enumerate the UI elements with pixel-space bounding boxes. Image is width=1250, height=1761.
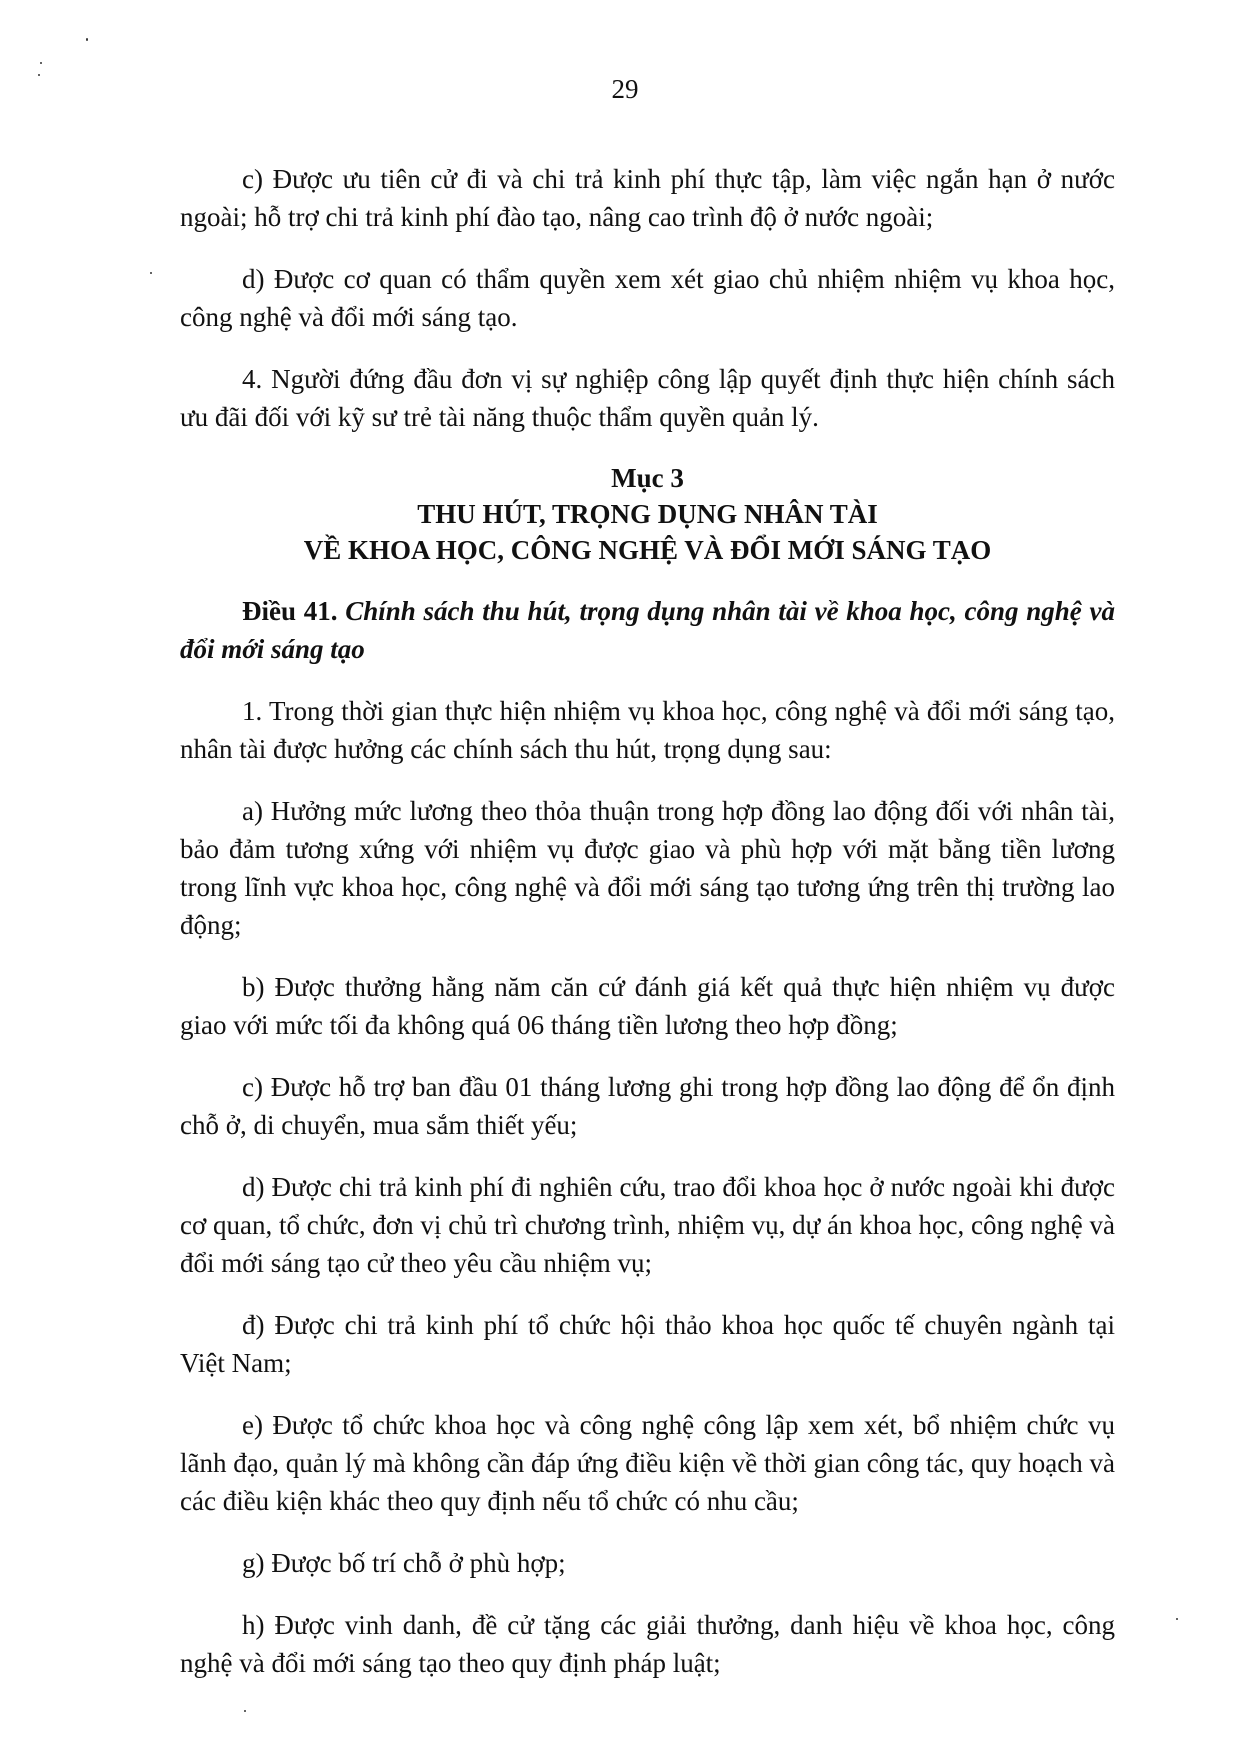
scan-speck	[244, 1710, 246, 1712]
paragraph: c) Được hỗ trợ ban đầu 01 tháng lương ghi trong hợp đồng lao động để ổn định chỗ ở, di chuyển, mua sắm thiết yếu;	[180, 1072, 1115, 1140]
scan-speck	[1176, 1618, 1178, 1620]
document-body	[180, 160, 1115, 1706]
paragraph: e) Được tổ chức khoa học và công nghệ công lập xem xét, bổ nhiệm chức vụ lãnh đạo, quản lý mà không cần đáp ứng điều kiện về thời gian công tác, quy hoạch và các điều kiện khác theo quy định nếu tổ chức có nhu cầu;	[180, 1410, 1115, 1516]
section-title-line-2: VỀ KHOA HỌC, CÔNG NGHỆ VÀ ĐỔI MỚI SÁNG TẠO	[303, 535, 992, 565]
paragraph: a) Hưởng mức lương theo thỏa thuận trong hợp đồng lao động đối với nhân tài, bảo đảm tương xứng với nhiệm vụ được giao và phù hợp với mặt bằng tiền lương trong lĩnh vực khoa học, công nghệ và đổi mới sáng tạo tương ứng trên thị trường lao động;	[180, 796, 1115, 940]
paragraph: g) Được bố trí chỗ ở phù hợp;	[242, 1548, 566, 1578]
scan-speck	[40, 62, 42, 64]
scan-speck	[150, 272, 152, 274]
scan-speck	[86, 38, 88, 41]
section-title-line-1: THU HÚT, TRỌNG DỤNG NHÂN TÀI	[417, 499, 878, 529]
article-heading	[180, 592, 1115, 668]
paragraph: c) Được ưu tiên cử đi và chi trả kinh phí thực tập, làm việc ngắn hạn ở nước ngoài; hỗ trợ chi trả kinh phí đào tạo, nâng cao trình độ ở nước ngoài;	[180, 164, 1115, 232]
section-heading	[180, 460, 1115, 568]
paragraph: d) Được chi trả kinh phí đi nghiên cứu, trao đổi khoa học ở nước ngoài khi được cơ quan, tổ chức, đơn vị chủ trì chương trình, nhiệm vụ, dự án khoa học, công nghệ và đổi mới sáng tạo cử theo yêu cầu nhiệm vụ;	[180, 1172, 1115, 1278]
paragraph: h) Được vinh danh, đề cử tặng các giải thưởng, danh hiệu về khoa học, công nghệ và đổi mới sáng tạo theo quy định pháp luật;	[180, 1610, 1115, 1678]
section-label: Mục 3	[611, 463, 684, 493]
paragraph: b) Được thưởng hằng năm căn cứ đánh giá kết quả thực hiện nhiệm vụ được giao với mức tối đa không quá 06 tháng tiền lương theo hợp đồng;	[180, 972, 1115, 1040]
article-title: Chính sách thu hút, trọng dụng nhân tài về khoa học, công nghệ và đổi mới sáng tạo	[180, 596, 1115, 664]
article-number: Điều 41.	[242, 596, 338, 626]
paragraph: d) Được cơ quan có thẩm quyền xem xét giao chủ nhiệm nhiệm vụ khoa học, công nghệ và đổi mới sáng tạo.	[180, 264, 1115, 332]
paragraph: đ) Được chi trả kinh phí tổ chức hội thảo khoa học quốc tế chuyên ngành tại Việt Nam;	[180, 1310, 1115, 1378]
paragraph: 4. Người đứng đầu đơn vị sự nghiệp công lập quyết định thực hiện chính sách ưu đãi đối với kỹ sư trẻ tài năng thuộc thẩm quyền quản lý.	[180, 364, 1115, 432]
paragraph: 1. Trong thời gian thực hiện nhiệm vụ khoa học, công nghệ và đổi mới sáng tạo, nhân tài được hưởng các chính sách thu hút, trọng dụng sau:	[180, 696, 1115, 764]
page-number: 29	[611, 74, 639, 104]
